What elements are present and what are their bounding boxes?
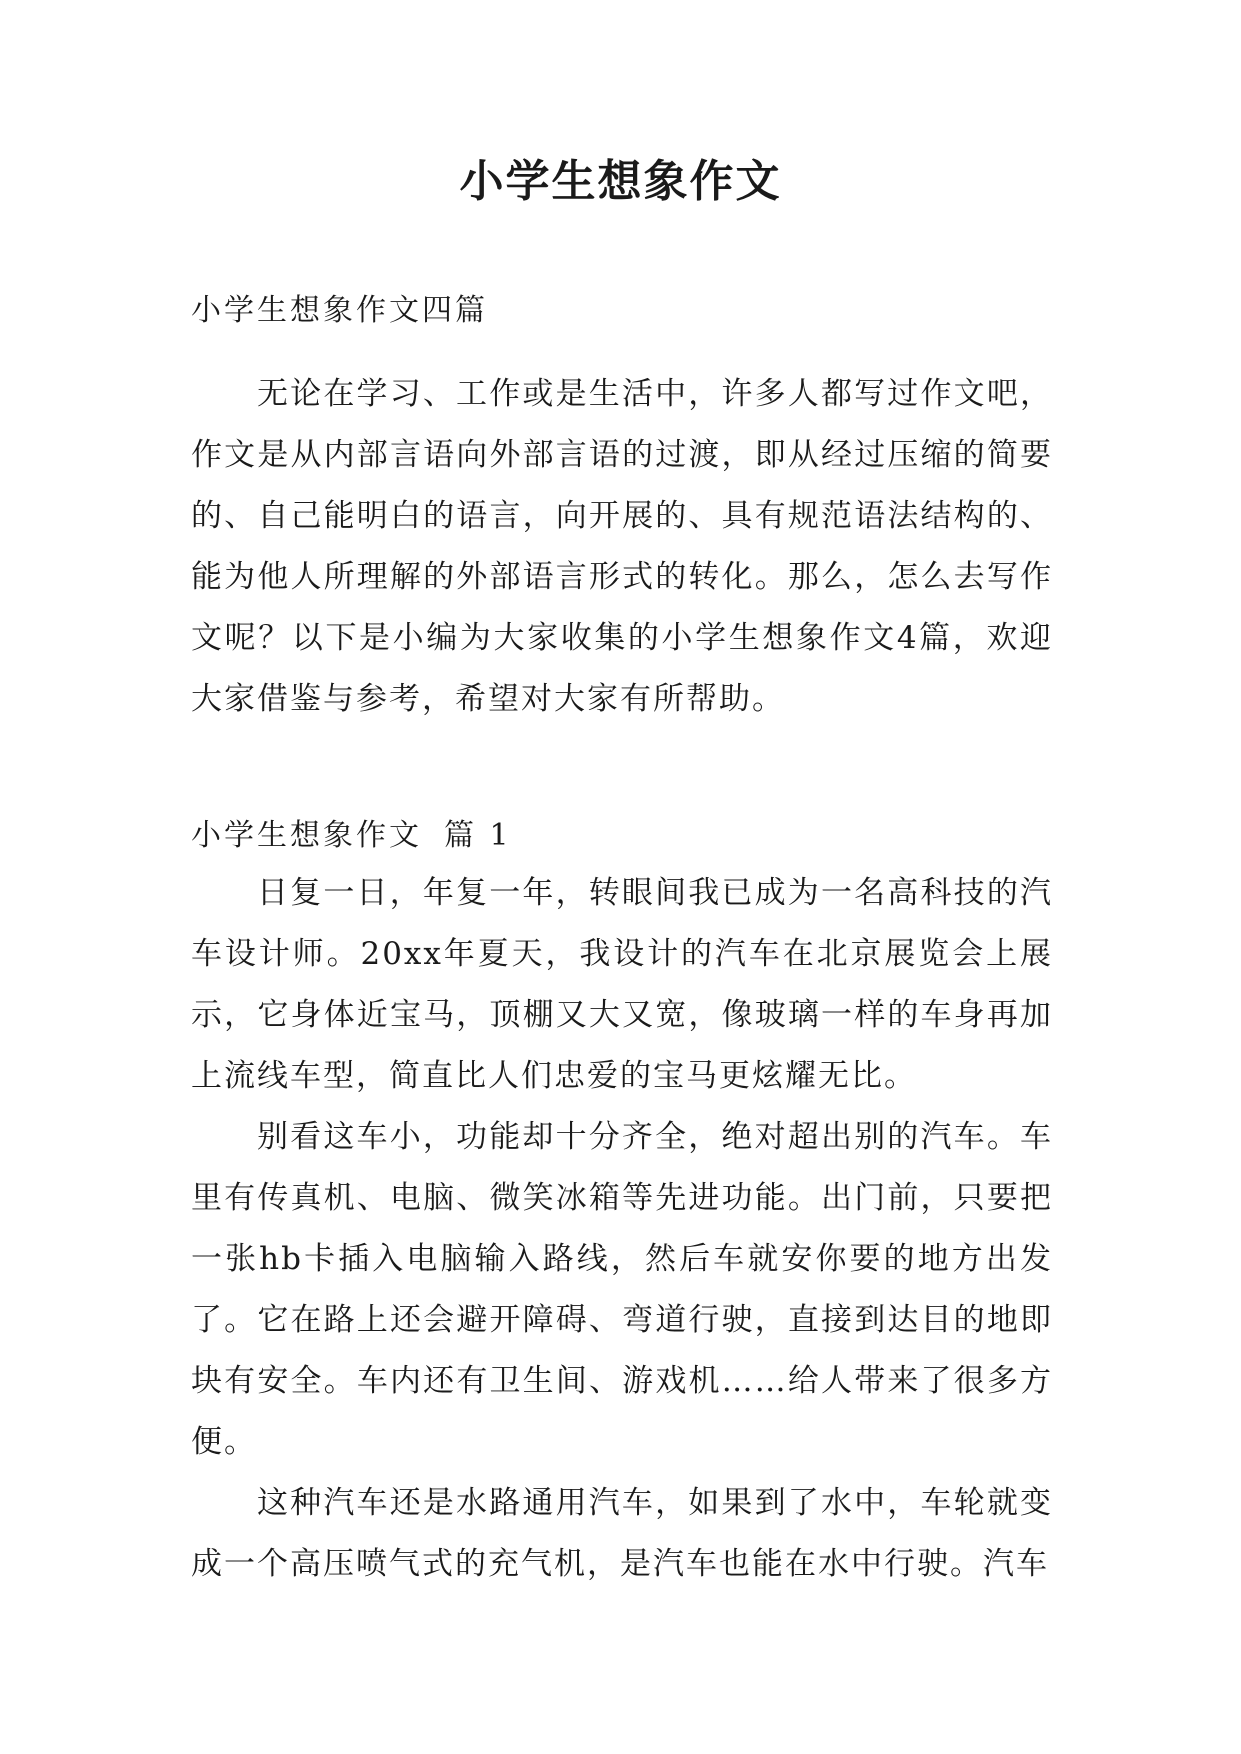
section-heading-title: 小学生想象作文	[191, 818, 422, 853]
section-heading	[191, 815, 512, 857]
document-subtitle: 小学生想象作文四篇	[191, 293, 488, 328]
section-body	[191, 863, 1053, 1595]
body-paragraph: 日复一日，年复一年，转眼间我已成为一名高科技的汽车设计师。20xx年夏天，我设计的汽车在北京展览会上展示，它身体近宝马，顶棚又大又宽，像玻璃一样的车身再加上流线车型，简直比人们忠爱的宝马更炫耀无比。	[191, 875, 1053, 1094]
intro-paragraph: 无论在学习、工作或是生活中，许多人都写过作文吧，作文是从内部言语向外部言语的过渡，即从经过压缩的简要的、自己能明白的语言，向开展的、具有规范语法结构的、能为他人所理解的外部语言形式的转化。那么，怎么去写作文呢？以下是小编为大家收集的小学生想象作文4篇，欢迎大家借鉴与参考，希望对大家有所帮助。	[191, 376, 1053, 717]
document-title: 小学生想象作文	[459, 156, 782, 207]
body-paragraph: 这种汽车还是水路通用汽车，如果到了水中，车轮就变成一个高压喷气式的充气机，是汽车也能在水中行驶。汽车	[191, 1485, 1053, 1582]
body-paragraph: 别看这车小，功能却十分齐全，绝对超出别的汽车。车里有传真机、电脑、微笑冰箱等先进功能。出门前，只要把一张hb卡插入电脑输入路线，然后车就安你要的地方出发了。它在路上还会避开障碍、弯道行驶，直接到达目的地即块有安全。车内还有卫生间、游戏机……给人带来了很多方便。	[191, 1119, 1053, 1460]
section-heading-number: 篇 1	[444, 818, 512, 853]
intro-section	[191, 364, 1053, 730]
